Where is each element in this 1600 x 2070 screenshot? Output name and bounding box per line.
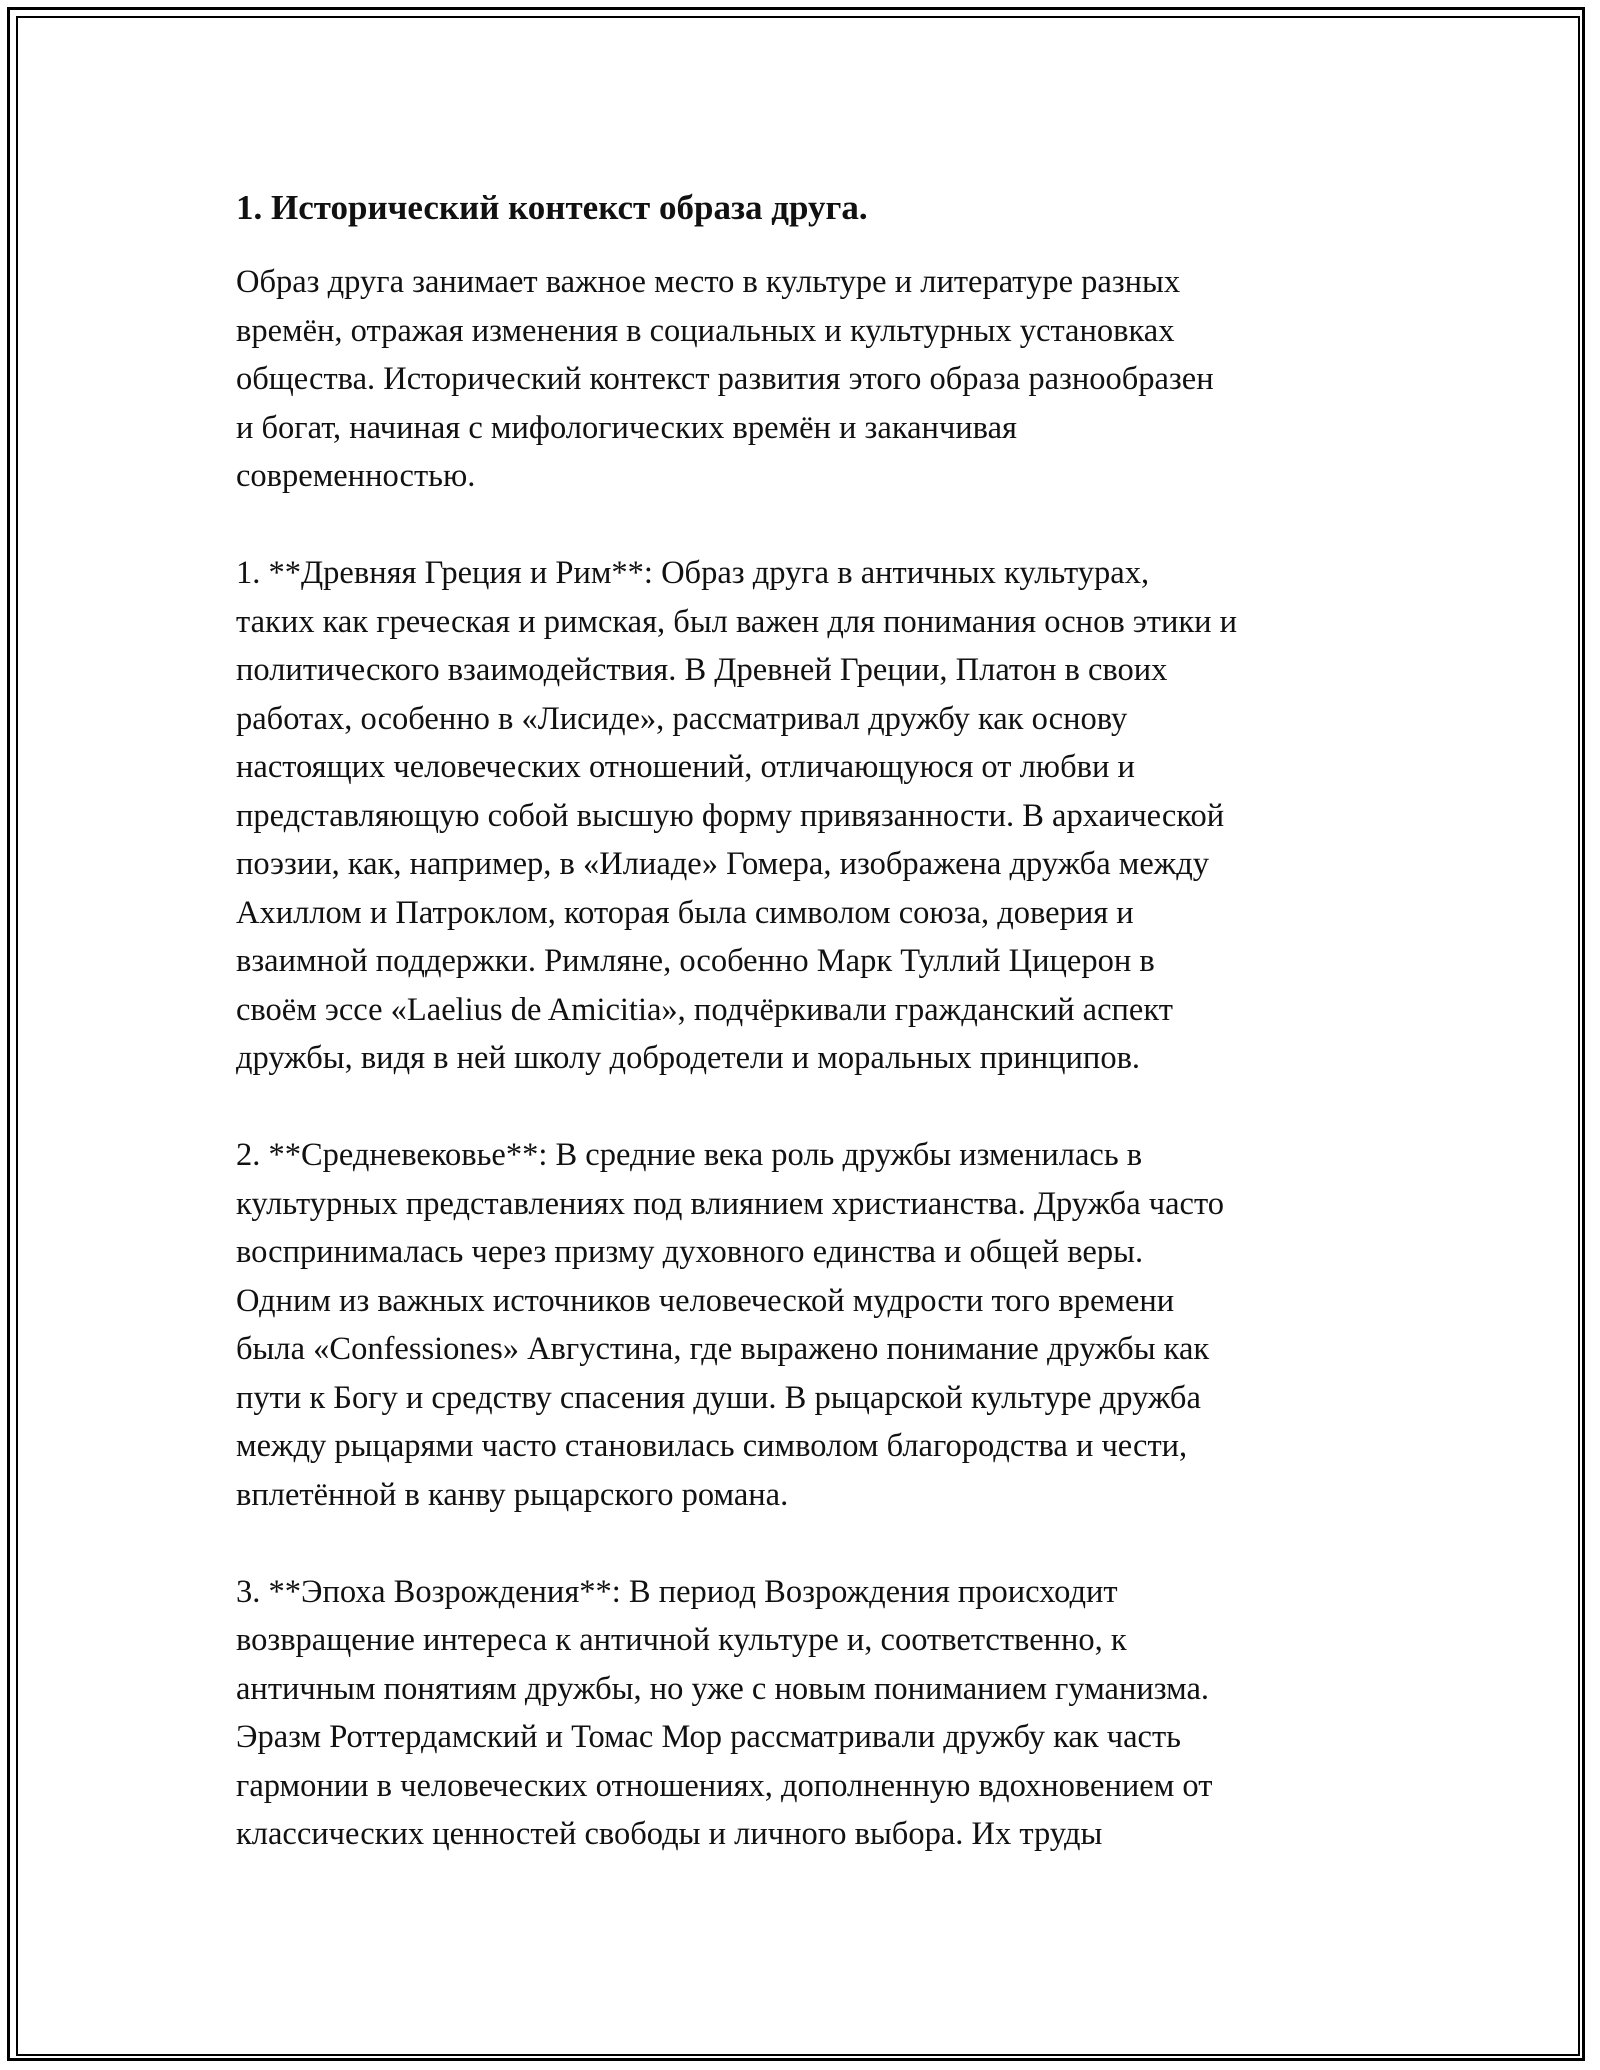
section-heading: 1. Исторический контекст образа друга. — [236, 188, 868, 227]
text-line: своём эссе «Laelius de Amicitia», подчёркивали гражданский аспект — [236, 991, 1173, 1028]
text-line: общества. Исторический контекст развития этого образа разнообразен — [236, 361, 1214, 397]
text-line: Эразм Роттердамский и Томас Мор рассматривали дружбу как часть — [236, 1719, 1181, 1755]
text-line: античным понятиям дружбы, но уже с новым пониманием гуманизма. — [236, 1670, 1210, 1707]
text-line: политического взаимодействия. В Древней Греции, Платон в своих — [236, 652, 1168, 688]
text-line: современностью. — [236, 458, 476, 494]
text-line: воспринималась через призму духовного единства и общей веры. — [236, 1234, 1144, 1270]
text-line: дружбы, видя в ней школу добродетели и моральных принципов. — [236, 1040, 1141, 1076]
document-body — [236, 186, 1386, 1907]
text-line: между рыцарями часто становилась символом благородства и чести, — [236, 1428, 1188, 1464]
text-line: 2. **Средневековье**: В средние века роль дружбы изменилась в — [236, 1137, 1143, 1173]
text-line: классических ценностей свободы и личного выбора. Их труды — [236, 1816, 1103, 1852]
paragraph-middle-ages — [236, 1131, 1386, 1519]
text-line: вплетённой в канву рыцарского романа. — [236, 1476, 789, 1513]
text-line: поэзии, как, например, в «Илиаде» Гомера, изображена дружба между — [236, 846, 1210, 882]
text-line: 1. **Древняя Греция и Рим**: Образ друга в античных культурах, — [236, 555, 1150, 591]
text-line: пути к Богу и средству спасения души. В рыцарской культуре дружба — [236, 1379, 1201, 1416]
text-line: возвращение интереса к античной культуре и, соответственно, к — [236, 1622, 1127, 1658]
paragraph-ancient-greece-rome — [236, 549, 1386, 1083]
text-line: настоящих человеческих отношений, отличающуюся от любви и — [236, 749, 1135, 785]
intro-paragraph — [236, 258, 1386, 501]
text-line: представляющую собой высшую форму привязанности. В архаической — [236, 797, 1225, 834]
text-line: таких как греческая и римская, был важен для понимания основ этики и — [236, 603, 1238, 640]
text-line: гармонии в человеческих отношениях, дополненную вдохновением от — [236, 1767, 1213, 1804]
text-line: и богат, начиная с мифологических времён и заканчивая — [236, 409, 1017, 446]
text-line: работах, особенно в «Лисиде», рассматривал дружбу как основу — [236, 700, 1128, 737]
text-line: Образ друга занимает важное место в культуре и литературе разных — [236, 264, 1181, 300]
text-line: Одним из важных источников человеческой мудрости того времени — [236, 1282, 1175, 1319]
text-line: была «Confessiones» Августина, где выражено понимание дружбы как — [236, 1331, 1210, 1367]
text-line: культурных представлениях под влиянием христианства. Дружба часто — [236, 1185, 1224, 1222]
text-line: времён, отражая изменения в социальных и культурных установках — [236, 312, 1175, 349]
text-line: 3. **Эпоха Возрождения**: В период Возрождения происходит — [236, 1573, 1118, 1610]
paragraph-renaissance — [236, 1568, 1386, 1859]
text-line: взаимной поддержки. Римляне, особенно Марк Туллий Цицерон в — [236, 943, 1155, 979]
text-line: Ахиллом и Патроклом, которая была символом союза, доверия и — [236, 894, 1134, 931]
